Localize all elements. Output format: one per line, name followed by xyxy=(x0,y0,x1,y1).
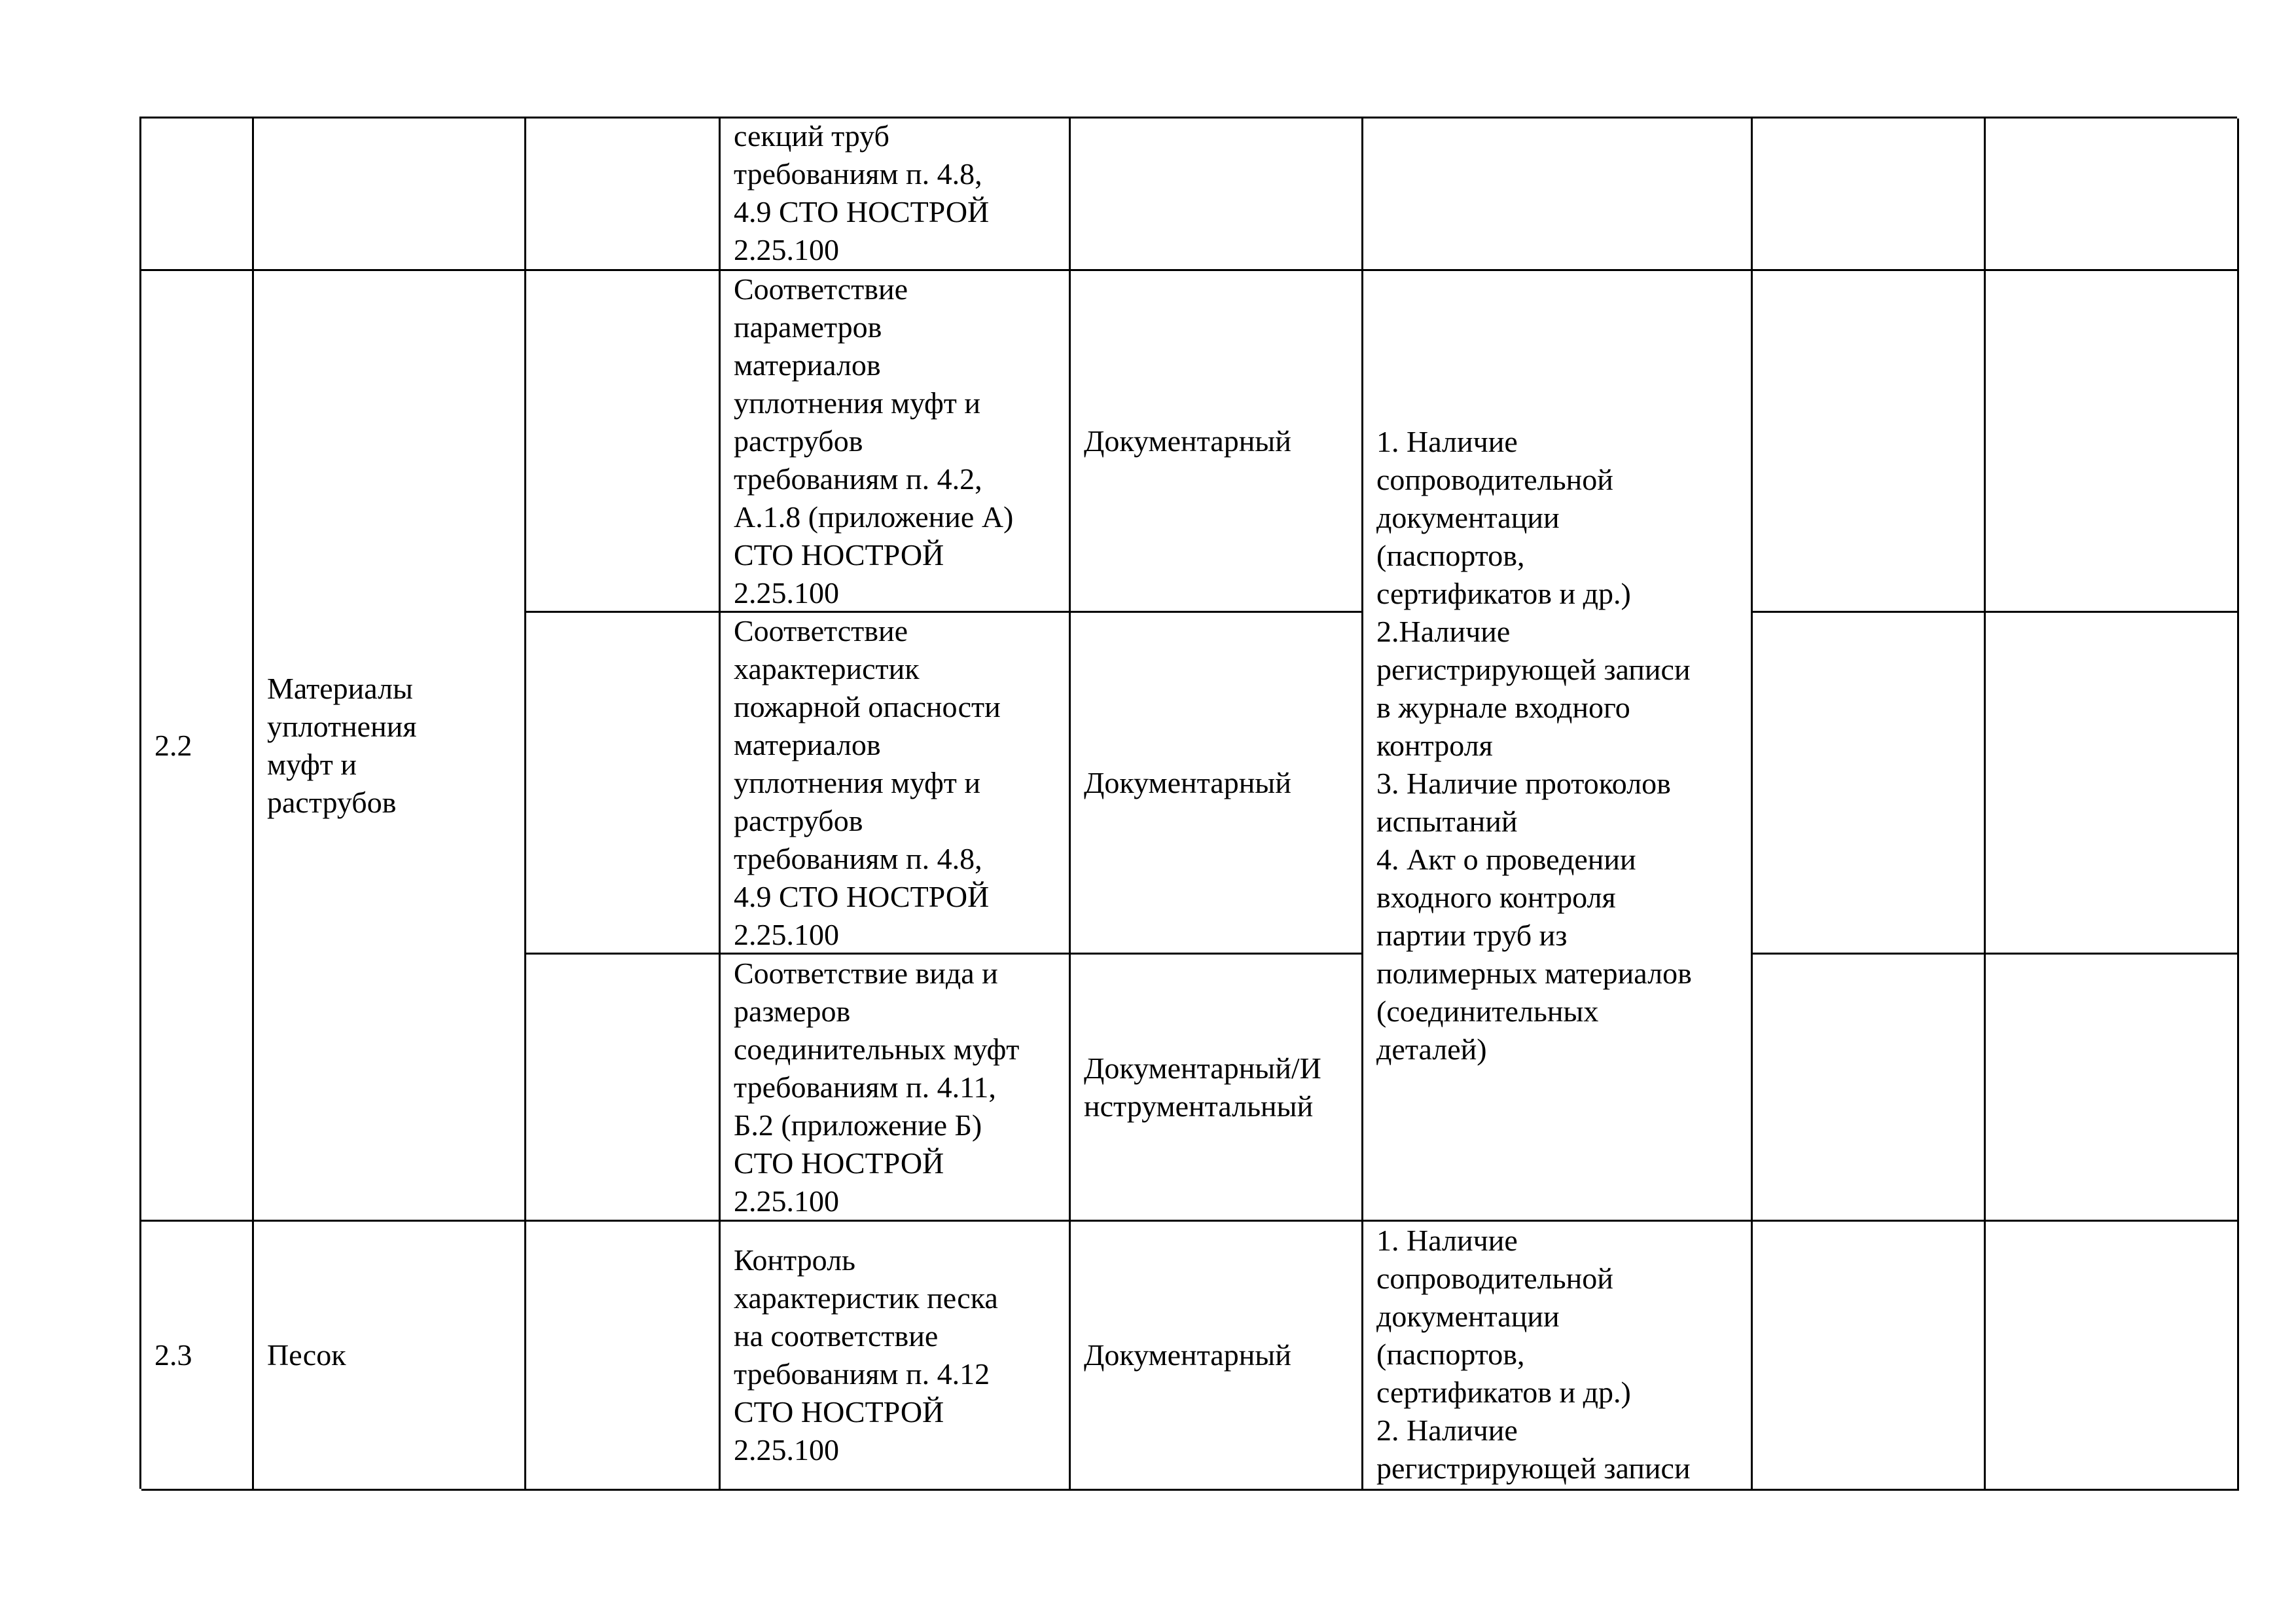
table-cell-number xyxy=(141,271,254,1222)
method-text: Документарный xyxy=(1084,1338,1291,1372)
control-table xyxy=(139,117,2237,1489)
table-cell-empty xyxy=(1986,613,2239,955)
table-cell-object xyxy=(254,1222,526,1491)
table-cell-empty xyxy=(1986,1222,2239,1491)
table-cell-empty xyxy=(1753,271,1986,613)
table-cell-requirement xyxy=(721,271,1071,613)
table-cell-documents xyxy=(1363,119,1753,271)
table-cell-number xyxy=(141,1222,254,1491)
table-cell-object xyxy=(254,119,526,271)
documents-text: 1. Наличие сопроводительной документации (паспортов, сертификатов и др.) 2. Наличие регистрирующей записи xyxy=(1376,1224,1691,1485)
requirement-text: Соответствие вида и размеров соединительных муфт требованиям п. 4.11, Б.2 (приложение Б) СТО НОСТРОЙ 2.25.100 xyxy=(734,956,1020,1218)
documents-text: 1. Наличие сопроводительной документации (паспортов, сертификатов и др.) 2.Наличие регистрирующей записи в журнале входного контроля 3. Наличие протоколов испытаний 4. Акт о проведении входного контроля партии труб из полимерных материалов (соединительных деталей) xyxy=(1376,424,1692,1066)
row-number: 2.2 xyxy=(154,728,192,762)
table-cell-method xyxy=(1071,613,1363,955)
method-text: Документарный xyxy=(1084,424,1291,458)
table-cell-empty xyxy=(526,271,721,613)
table-cell-requirement xyxy=(721,955,1071,1222)
table-cell-method xyxy=(1071,1222,1363,1491)
table-cell-documents xyxy=(1363,271,1753,1222)
table-cell-number xyxy=(141,119,254,271)
table-cell-method xyxy=(1071,955,1363,1222)
method-text: Документарный/И нструментальный xyxy=(1084,1051,1321,1123)
table-cell-empty xyxy=(1986,955,2239,1222)
table-cell-requirement xyxy=(721,1222,1071,1491)
row-number: 2.3 xyxy=(154,1338,192,1372)
object-name: Материалы уплотнения муфт и раструбов xyxy=(267,671,417,819)
table-cell-empty xyxy=(1753,955,1986,1222)
method-text: Документарный xyxy=(1084,765,1291,799)
table-cell-method xyxy=(1071,271,1363,613)
table-cell-empty xyxy=(1753,613,1986,955)
table-cell-requirement xyxy=(721,613,1071,955)
table-cell-empty xyxy=(1753,1222,1986,1491)
table-cell-requirement xyxy=(721,119,1071,271)
table-cell-documents xyxy=(1363,1222,1753,1491)
table-cell-empty xyxy=(526,1222,721,1491)
table-cell-empty xyxy=(1986,271,2239,613)
requirement-text: Соответствие характеристик пожарной опасности материалов уплотнения муфт и раструбов требованиям п. 4.8, 4.9 СТО НОСТРОЙ 2.25.100 xyxy=(734,613,1001,951)
table-cell-method xyxy=(1071,119,1363,271)
table-cell-empty xyxy=(526,613,721,955)
requirement-text: секций труб требованиям п. 4.8, 4.9 СТО НОСТРОЙ 2.25.100 xyxy=(734,119,990,266)
table-cell-empty xyxy=(526,119,721,271)
table-cell-object xyxy=(254,271,526,1222)
table-cell-empty xyxy=(526,955,721,1222)
table-cell-empty xyxy=(1753,119,1986,271)
requirement-text: Контроль характеристик песка на соответствие требованиям п. 4.12 СТО НОСТРОЙ 2.25.100 xyxy=(734,1243,998,1467)
requirement-text: Соответствие параметров материалов уплотнения муфт и раструбов требованиям п. 4.2, А.1.8 (приложение А) СТО НОСТРОЙ 2.25.100 xyxy=(734,272,1014,610)
table-cell-empty xyxy=(1986,119,2239,271)
object-name: Песок xyxy=(267,1338,346,1372)
